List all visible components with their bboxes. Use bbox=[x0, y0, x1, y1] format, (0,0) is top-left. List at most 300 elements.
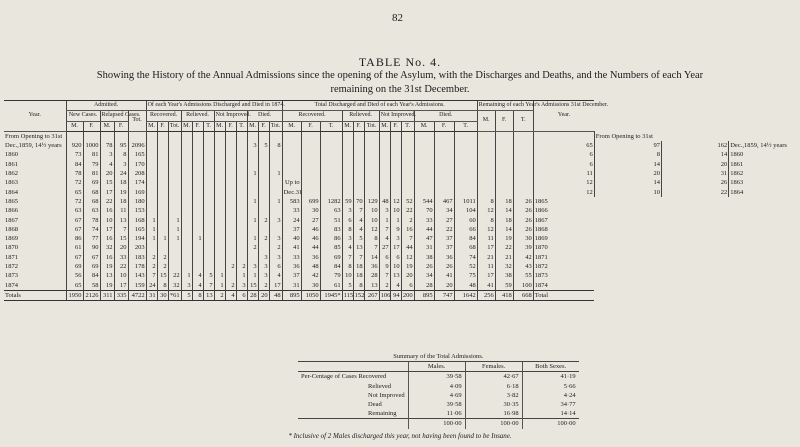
totals-cell: 152 bbox=[354, 291, 365, 299]
table-cell: 41 bbox=[282, 243, 301, 252]
row-year: Dec.,1859, 14½ years bbox=[5, 142, 62, 150]
table-cell bbox=[454, 150, 477, 159]
table-cell bbox=[401, 160, 414, 169]
table-cell: 17 bbox=[390, 243, 401, 252]
table-cell: 84 bbox=[320, 262, 342, 271]
table-cell: 37 bbox=[282, 225, 301, 234]
table-cell: 39 bbox=[513, 243, 533, 252]
table-cell: 129 bbox=[364, 197, 379, 206]
table-cell bbox=[454, 160, 477, 169]
table-cell: 78 bbox=[100, 141, 114, 150]
totals-cell: 4722 bbox=[128, 290, 146, 300]
table-cell: 1 bbox=[157, 234, 168, 243]
table-cell bbox=[146, 141, 157, 150]
table-cell: 31 bbox=[661, 169, 728, 178]
table-cell bbox=[192, 243, 203, 252]
table-cell bbox=[513, 131, 533, 141]
row-year-right: 1868 bbox=[533, 225, 594, 234]
summary-heading: Summary of the Total Admissions. bbox=[393, 353, 484, 360]
col-f: F. bbox=[258, 121, 269, 131]
col-tot: Tot. bbox=[168, 121, 181, 131]
table-cell bbox=[214, 262, 225, 271]
totals-cell: 106 bbox=[380, 291, 391, 299]
table-cell bbox=[495, 169, 513, 178]
table-cell bbox=[301, 188, 320, 197]
summary-females: 42·67 bbox=[465, 372, 522, 382]
table-cell: 22 bbox=[495, 243, 513, 252]
table-cell bbox=[225, 225, 236, 234]
table-cell bbox=[390, 131, 401, 141]
table-cell: 59 bbox=[342, 197, 353, 206]
table-cell: 84 bbox=[66, 160, 83, 169]
table-cell: 20 bbox=[594, 169, 661, 178]
table-cell: 1 bbox=[168, 234, 181, 243]
table-cell: 24 bbox=[146, 281, 157, 291]
table-cell bbox=[342, 160, 353, 169]
table-cell bbox=[236, 169, 247, 178]
table-cell bbox=[390, 160, 401, 169]
table-cell: 32 bbox=[100, 243, 114, 252]
summary-row bbox=[298, 391, 579, 400]
table-cell: 44 bbox=[401, 243, 414, 252]
table-cell bbox=[258, 197, 269, 206]
table-cell: 2 bbox=[225, 262, 236, 271]
table-cell: 2 bbox=[258, 281, 269, 291]
table-cell: 1 bbox=[236, 271, 247, 280]
row-year: 1862 bbox=[5, 170, 18, 178]
table-cell bbox=[214, 188, 225, 197]
table-cell bbox=[258, 169, 269, 178]
table-cell: 165 bbox=[128, 225, 146, 234]
row-year: 1864 bbox=[5, 188, 18, 196]
table-cell bbox=[236, 206, 247, 215]
table-cell: 85 bbox=[320, 243, 342, 252]
table-cell: 1 bbox=[379, 216, 390, 225]
col-tot: Tot. bbox=[269, 121, 282, 131]
table-row bbox=[4, 253, 796, 262]
table-cell: 20 bbox=[434, 281, 454, 291]
table-cell bbox=[203, 206, 214, 215]
table-cell: 1 bbox=[214, 281, 225, 291]
table-cell: 9 bbox=[379, 262, 390, 271]
table-row bbox=[4, 150, 796, 159]
table-cell: 24 bbox=[282, 216, 301, 225]
table-cell: 7 bbox=[146, 271, 157, 280]
table-cell: 1282 bbox=[320, 197, 342, 206]
table-cell bbox=[269, 178, 282, 187]
totals-cell: 1642 bbox=[454, 290, 477, 300]
table-cell bbox=[258, 188, 269, 197]
table-cell: 5 bbox=[342, 281, 353, 291]
col-f: F. bbox=[192, 121, 203, 131]
table-cell: 104 bbox=[454, 206, 477, 215]
table-cell: 69 bbox=[83, 178, 100, 187]
table-cell: 3 bbox=[269, 216, 282, 225]
table-cell: 36 bbox=[434, 253, 454, 262]
table-cell: 10 bbox=[390, 262, 401, 271]
table-cell bbox=[301, 141, 320, 150]
table-cell: 68 bbox=[454, 243, 477, 252]
totals-cell: 2126 bbox=[83, 290, 100, 300]
table-cell bbox=[146, 206, 157, 215]
table-cell bbox=[282, 169, 301, 178]
table-cell: 16 bbox=[100, 234, 114, 243]
col-f: F. bbox=[157, 121, 168, 131]
table-cell: 3 bbox=[379, 206, 390, 215]
table-cell bbox=[168, 150, 181, 159]
totals-cell: 1950 bbox=[66, 290, 83, 300]
table-cell: 74 bbox=[454, 253, 477, 262]
col-f: F. bbox=[301, 121, 320, 131]
table-cell: 31 bbox=[282, 281, 301, 291]
table-cell bbox=[364, 141, 379, 150]
table-cell bbox=[236, 234, 247, 243]
table-cell: 6 bbox=[390, 253, 401, 262]
table-cell: 2 bbox=[146, 253, 157, 262]
table-cell bbox=[192, 206, 203, 215]
table-cell bbox=[225, 206, 236, 215]
table-cell bbox=[146, 188, 157, 197]
table-cell: 13 bbox=[364, 281, 379, 291]
table-cell bbox=[168, 178, 181, 187]
table-cell: 32 bbox=[168, 281, 181, 291]
table-cell: 97 bbox=[594, 141, 661, 150]
table-cell: 34 bbox=[434, 206, 454, 215]
table-cell: 2 bbox=[225, 281, 236, 291]
table-cell: 20 bbox=[100, 169, 114, 178]
table-cell: 10 bbox=[594, 188, 661, 197]
table-cell bbox=[390, 169, 401, 178]
table-cell bbox=[414, 178, 434, 187]
totals-cell: 256 bbox=[477, 290, 495, 300]
table-cell: 10 bbox=[114, 271, 128, 280]
summary-males: 39·58 bbox=[408, 400, 465, 409]
row-year: 1873 bbox=[5, 272, 18, 280]
table-cell: 65 bbox=[533, 141, 594, 150]
totals-cell: 335 bbox=[114, 290, 128, 300]
table-cell bbox=[214, 234, 225, 243]
table-cell bbox=[247, 150, 258, 159]
row-year-right: 1862 bbox=[729, 169, 796, 178]
table-cell: 2 bbox=[157, 253, 168, 262]
table-cell: 65 bbox=[66, 281, 83, 291]
table-cell: 12 bbox=[390, 197, 401, 206]
table-cell bbox=[225, 188, 236, 197]
table-cell: 3 bbox=[100, 150, 114, 159]
table-cell: 12 bbox=[364, 225, 379, 234]
table-cell bbox=[192, 169, 203, 178]
table-cell: 14 bbox=[594, 178, 661, 187]
table-cell bbox=[434, 188, 454, 197]
table-cell: 13 bbox=[353, 243, 364, 252]
table-cell bbox=[282, 160, 301, 169]
summary-total-f: 100·00 bbox=[465, 419, 522, 429]
table-cell bbox=[495, 141, 513, 150]
table-cell bbox=[364, 150, 379, 159]
table-cell: 33 bbox=[282, 253, 301, 262]
table-cell: 20 bbox=[661, 160, 728, 169]
table-cell bbox=[214, 197, 225, 206]
row-year: From Opening to 31st bbox=[5, 132, 63, 140]
table-cell bbox=[513, 141, 533, 150]
table-cell bbox=[157, 206, 168, 215]
totals-cell: 895 bbox=[414, 290, 434, 300]
table-cell: 583 bbox=[282, 197, 301, 206]
table-cell: 1 bbox=[247, 216, 258, 225]
totals-cell: *61 bbox=[169, 291, 180, 299]
table-cell bbox=[513, 150, 533, 159]
table-row bbox=[4, 160, 796, 169]
not-improved-header: Not Improved. bbox=[214, 111, 247, 121]
table-cell: 168 bbox=[128, 216, 146, 225]
table-cell: 1 bbox=[247, 169, 258, 178]
table-cell: 40 bbox=[282, 234, 301, 243]
col-f: F. bbox=[390, 121, 401, 131]
table-cell bbox=[364, 178, 379, 187]
table-cell: 72 bbox=[66, 197, 83, 206]
table-cell: 72 bbox=[66, 178, 83, 187]
table-cell: 14 bbox=[364, 253, 379, 262]
row-year-right: Dec.,1859, 14½ years bbox=[729, 141, 796, 150]
table-cell: 84 bbox=[454, 234, 477, 243]
table-cell bbox=[247, 188, 258, 197]
table-cell: 48 bbox=[379, 197, 390, 206]
table-cell: 3 bbox=[258, 253, 269, 262]
table-cell: 44 bbox=[301, 243, 320, 252]
table-cell bbox=[353, 141, 364, 150]
table-cell bbox=[114, 131, 128, 141]
footnote: * Inclusive of 2 Males discharged this year, not having been found to be Insane. bbox=[288, 432, 512, 440]
table-cell: 22 bbox=[401, 206, 414, 215]
totals-cell: 668 bbox=[513, 290, 533, 300]
table-cell bbox=[146, 160, 157, 169]
table-cell: 13 bbox=[114, 216, 128, 225]
col-t: T. bbox=[203, 121, 214, 131]
table-cell: 1 bbox=[181, 271, 192, 280]
table-cell bbox=[192, 216, 203, 225]
table-cell bbox=[379, 141, 390, 150]
summary-males: 39·58 bbox=[408, 372, 465, 382]
table-cell: 26 bbox=[661, 178, 728, 187]
table-cell bbox=[203, 197, 214, 206]
summary-row bbox=[298, 372, 579, 382]
table-cell bbox=[342, 169, 353, 178]
row-year: 1861 bbox=[5, 160, 18, 168]
table-cell: 21 bbox=[495, 253, 513, 262]
table-cell bbox=[203, 141, 214, 150]
summary-both-header: Both Sexes. bbox=[522, 362, 579, 372]
table-cell: 1 bbox=[146, 216, 157, 225]
table-cell: 920 bbox=[66, 141, 83, 150]
summary-females: 30·35 bbox=[465, 400, 522, 409]
table-cell: 11 bbox=[114, 206, 128, 215]
table-cell bbox=[168, 243, 181, 252]
table-cell: 63 bbox=[320, 206, 342, 215]
table-cell: 4 bbox=[269, 271, 282, 280]
table-cell bbox=[320, 160, 342, 169]
table-cell: 5 bbox=[203, 271, 214, 280]
table-cell bbox=[181, 216, 192, 225]
table-cell bbox=[214, 141, 225, 150]
totals-cell: 115 bbox=[343, 291, 354, 299]
table-cell: 8 bbox=[342, 262, 353, 271]
row-year: 1867 bbox=[5, 216, 18, 224]
table-cell: 14 bbox=[495, 206, 513, 215]
table-cell: 17 bbox=[100, 188, 114, 197]
col-m: M. bbox=[342, 121, 353, 131]
year-header-right: Year. bbox=[533, 101, 594, 132]
table-cell: 59 bbox=[495, 281, 513, 291]
total-relieved-header: Relieved. bbox=[342, 111, 379, 121]
summary-males: 4·09 bbox=[408, 382, 465, 391]
table-cell bbox=[454, 188, 477, 197]
table-cell: 3 bbox=[269, 253, 282, 262]
table-cell: 1 bbox=[247, 197, 258, 206]
table-cell bbox=[353, 178, 364, 187]
table-cell bbox=[414, 141, 434, 150]
table-cell bbox=[214, 150, 225, 159]
table-cell: 33 bbox=[114, 253, 128, 262]
total-died-header: Died. bbox=[414, 111, 477, 121]
table-cell bbox=[477, 141, 495, 150]
table-cell: 46 bbox=[301, 234, 320, 243]
totals-cell: 1945* bbox=[320, 290, 342, 300]
table-cell: 8 bbox=[477, 216, 495, 225]
table-cell: 5 bbox=[258, 141, 269, 150]
table-cell: 10 bbox=[390, 206, 401, 215]
table-cell: 1000 bbox=[83, 141, 100, 150]
table-cell: 75 bbox=[454, 271, 477, 280]
table-row bbox=[4, 197, 796, 206]
table-subtitle-line2: remaining on the 31st December. bbox=[330, 84, 470, 95]
table-cell: 169 bbox=[128, 188, 146, 197]
recovered-header: Recovered. bbox=[146, 111, 181, 121]
table-cell: 46 bbox=[301, 225, 320, 234]
table-cell: 74 bbox=[83, 225, 100, 234]
table-cell: 22 bbox=[114, 262, 128, 271]
table-cell: 83 bbox=[320, 225, 342, 234]
table-cell bbox=[379, 150, 390, 159]
table-cell: 68 bbox=[83, 188, 100, 197]
table-cell bbox=[146, 178, 157, 187]
table-cell: 7 bbox=[364, 243, 379, 252]
table-cell bbox=[379, 169, 390, 178]
totals-cell: 267 bbox=[364, 290, 379, 300]
table-cell bbox=[247, 160, 258, 169]
table-cell: 1 bbox=[269, 169, 282, 178]
table-cell bbox=[203, 131, 214, 141]
table-cell: 78 bbox=[83, 216, 100, 225]
table-cell: 81 bbox=[83, 169, 100, 178]
admissions-table bbox=[4, 100, 796, 301]
table-cell bbox=[247, 225, 258, 234]
table-cell: 699 bbox=[301, 197, 320, 206]
table-cell bbox=[258, 243, 269, 252]
row-year: 1874 bbox=[5, 281, 18, 289]
table-cell bbox=[414, 188, 434, 197]
table-cell bbox=[269, 131, 282, 141]
table-cell bbox=[225, 271, 236, 280]
remaining-t-header: T. bbox=[513, 111, 533, 132]
tot-header: Tot. bbox=[128, 111, 146, 132]
table-cell: 11 bbox=[533, 169, 594, 178]
row-year: 1871 bbox=[5, 253, 18, 261]
table-cell bbox=[269, 160, 282, 169]
table-cell bbox=[258, 178, 269, 187]
table-cell bbox=[353, 131, 364, 141]
table-cell bbox=[414, 169, 434, 178]
table-cell: 8 bbox=[594, 150, 661, 159]
table-cell: 41 bbox=[477, 281, 495, 291]
table-cell bbox=[214, 160, 225, 169]
table-cell: 208 bbox=[128, 169, 146, 178]
table-cell: 28 bbox=[364, 271, 379, 280]
table-cell: 36 bbox=[364, 262, 379, 271]
table-cell: 12 bbox=[533, 178, 594, 187]
table-cell: 153 bbox=[128, 206, 146, 215]
table-cell: 13 bbox=[100, 271, 114, 280]
table-cell bbox=[364, 169, 379, 178]
each-year-header: Of each Year's Admissions Discharged and Died in 1874. bbox=[146, 101, 282, 111]
table-cell bbox=[454, 169, 477, 178]
summary-both: 5·66 bbox=[522, 382, 579, 391]
table-cell: 42 bbox=[513, 253, 533, 262]
table-cell: 26 bbox=[513, 225, 533, 234]
table-cell: 61 bbox=[66, 243, 83, 252]
table-cell bbox=[364, 188, 379, 197]
table-cell bbox=[282, 150, 301, 159]
table-cell: 3 bbox=[114, 160, 128, 169]
table-cell bbox=[168, 160, 181, 169]
table-cell: 67 bbox=[66, 253, 83, 262]
table-cell bbox=[225, 178, 236, 187]
row-year-right: 1872 bbox=[533, 262, 594, 271]
table-cell: 14 bbox=[661, 150, 728, 159]
table-cell bbox=[146, 243, 157, 252]
table-cell: 16 bbox=[100, 253, 114, 262]
table-cell bbox=[203, 216, 214, 225]
table-cell bbox=[236, 131, 247, 141]
table-cell: 10 bbox=[364, 216, 379, 225]
table-cell: 170 bbox=[128, 160, 146, 169]
table-cell bbox=[225, 160, 236, 169]
table-cell bbox=[495, 188, 513, 197]
table-cell: 15 bbox=[100, 178, 114, 187]
table-cell: 1011 bbox=[454, 197, 477, 206]
table-cell bbox=[353, 150, 364, 159]
col-m: M. bbox=[181, 121, 192, 131]
table-cell bbox=[379, 131, 390, 141]
table-cell bbox=[269, 188, 282, 197]
table-cell bbox=[181, 131, 192, 141]
table-cell: 4 bbox=[342, 243, 353, 252]
table-cell: 2 bbox=[269, 243, 282, 252]
table-cell: 77 bbox=[83, 234, 100, 243]
table-cell bbox=[192, 150, 203, 159]
table-cell bbox=[192, 225, 203, 234]
page-number: 82 bbox=[392, 12, 403, 24]
table-cell bbox=[454, 131, 477, 141]
table-cell: 3 bbox=[342, 206, 353, 215]
table-cell: 42 bbox=[301, 271, 320, 280]
table-cell bbox=[203, 253, 214, 262]
table-cell bbox=[401, 169, 414, 178]
totals-cell: 8 bbox=[192, 290, 203, 300]
table-cell: 4 bbox=[192, 281, 203, 291]
summary-row bbox=[298, 400, 579, 409]
table-cell: 18 bbox=[114, 178, 128, 187]
table-cell bbox=[247, 253, 258, 262]
